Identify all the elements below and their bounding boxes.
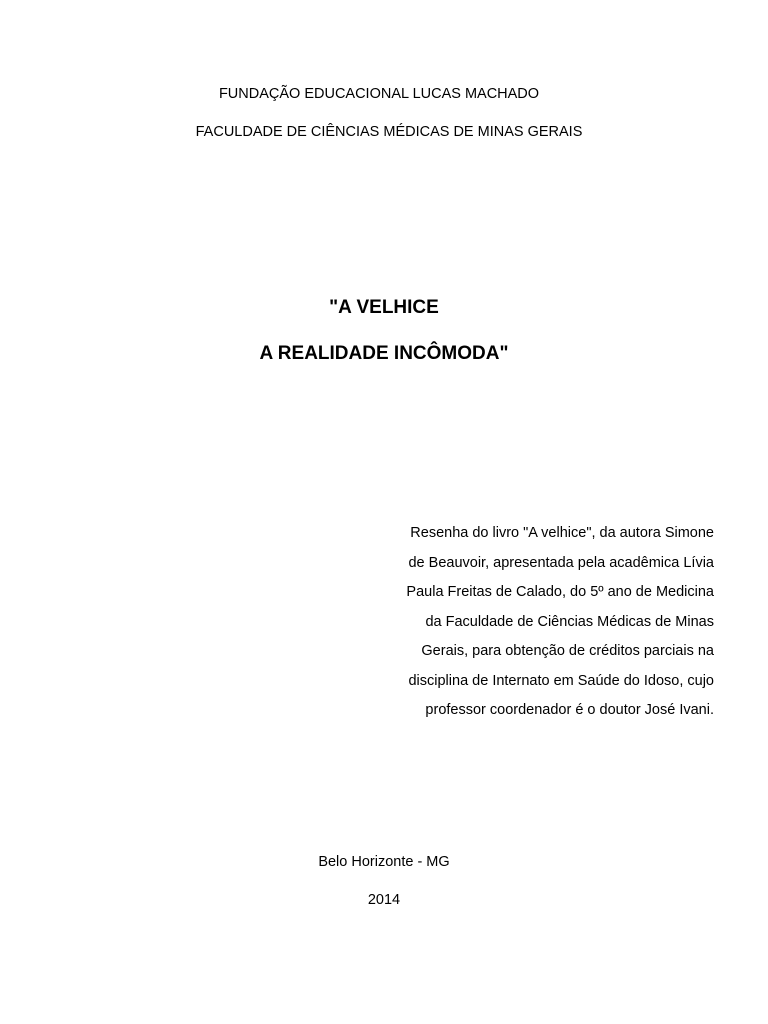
- title-line-1: "A VELHICE: [329, 297, 439, 318]
- foundation-name: FUNDAÇÃO EDUCACIONAL LUCAS MACHADO: [218, 86, 540, 102]
- description-line: Paula Freitas de Calado, do 5º ano de Medicina: [406, 584, 714, 600]
- description-line: disciplina de Internato em Saúde do Idoso, cujo: [408, 672, 714, 689]
- faculty-name: FACULDADE DE CIÊNCIAS MÉDICAS DE MINAS GERAIS: [195, 124, 583, 140]
- year: 2014: [367, 892, 401, 908]
- city: Belo Horizonte - MG: [318, 854, 450, 870]
- description-line: de Beauvoir, apresentada pela acadêmica Lívia: [408, 554, 714, 571]
- description-line: da Faculdade de Ciências Médicas de Minas: [425, 613, 714, 630]
- title-line-2: A REALIDADE INCÔMODA": [259, 343, 509, 364]
- description-line: Resenha do livro "A velhice", da autora Simone: [410, 525, 714, 541]
- description-line: Gerais, para obtenção de créditos parciais na: [421, 643, 714, 659]
- description-line: professor coordenador é o doutor José Ivani.: [425, 702, 714, 718]
- description-block: [374, 523, 714, 730]
